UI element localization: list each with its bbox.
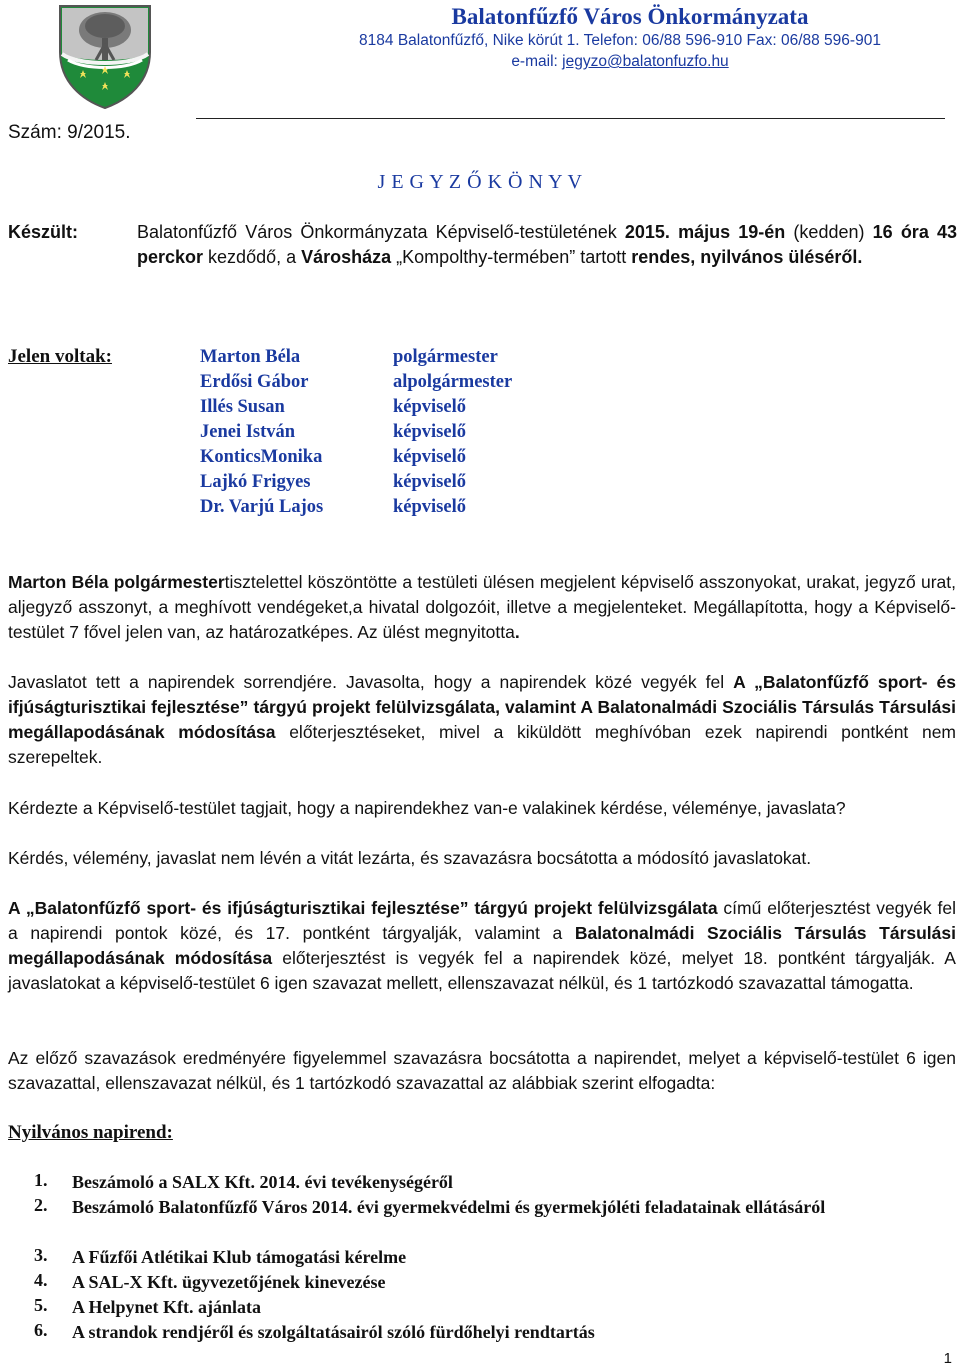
keszult-text: Balatonfűzfő Város Önkormányzata Képviselő-testületének 2015. május 19-én (kedden) 16 óra 43 perckor kezdődő, a Városháza „Kompolthy-termében” tartott rendes, nyilvános üléséről. bbox=[137, 222, 958, 267]
member-role: képviselő bbox=[393, 447, 466, 467]
member-name: Dr. Varjú Lajos bbox=[200, 497, 324, 517]
agenda-item: 6. A strandok rendjéről és szolgáltatásairól szóló fürdőhelyi rendtartás bbox=[34, 1320, 595, 1342]
member-role: alpolgármester bbox=[393, 372, 513, 392]
agenda-label: Nyilvános napirend: bbox=[8, 1122, 173, 1143]
org-name: Balatonfűzfő Város Önkormányzata bbox=[451, 4, 809, 29]
document-title: J E G Y Z Ő K Ö N Y V bbox=[377, 171, 583, 193]
member-role: képviselő bbox=[393, 472, 466, 492]
agenda-item: 3. A Fűzfői Atlétikai Klub támogatási kérelme bbox=[34, 1245, 407, 1267]
page-number: 1 bbox=[943, 1350, 952, 1367]
attendance-names bbox=[200, 345, 380, 520]
member-role: képviselő bbox=[393, 422, 466, 442]
agenda-list bbox=[0, 1170, 960, 1345]
header-divider bbox=[196, 118, 945, 119]
keszult-label: Készült: bbox=[8, 222, 79, 242]
paragraph-agenda-accepted: Az előző szavazások eredményére figyelemmel szavazásra bocsátotta a napirendet, melyet a képviselő-testület 6 igen szavazattal, ellenszavazat nélkül, és 1 tartózkodó szavazattal az alábbiak szerint elfogadta: bbox=[8, 1048, 956, 1093]
agenda-item: 2. Beszámoló Balatonfűzfő Város 2014. évi gyermekvédelmi és gyermekjóléti feladatainak ellátásáról bbox=[34, 1195, 826, 1217]
agenda-item: 1. Beszámoló a SALX Kft. 2014. évi tevékenységéről bbox=[34, 1170, 453, 1192]
paragraph-vote: Kérdés, vélemény, javaslat nem lévén a vitát lezárta, és szavazásra bocsátotta a módosító javaslatokat. bbox=[8, 848, 812, 868]
agenda-item: 4. A SAL-X Kft. ügyvezetőjének kinevezése bbox=[34, 1270, 386, 1292]
attendance-label: Jelen voltak: bbox=[8, 346, 112, 367]
member-name: Marton Béla bbox=[200, 347, 301, 367]
member-name: Jenei István bbox=[200, 422, 296, 442]
attendance-roles bbox=[393, 345, 613, 520]
paragraph-question: Kérdezte a Képviselő-testület tagjait, hogy a napirendekhez van-e valakinek kérdése, véleménye, javaslata? bbox=[8, 798, 846, 818]
paragraph-opening: Marton Béla polgármestertisztelettel köszöntötte a testületi ülésen megjelent képviselő asszonyokat, urakat, jegyző urat, aljegyző asszonyt, a meghívott vendégeket,a hivatal dolgozóit, illetve a megjelenteket. Megállapította, hogy a Képviselő-testület 7 fővel jelen van, az határozatképes. Az ülést megnyitotta. bbox=[8, 572, 956, 642]
member-role: képviselő bbox=[393, 497, 466, 517]
coat-of-arms-logo bbox=[58, 4, 152, 110]
email-link[interactable]: jegyzo@balatonfuzfo.hu bbox=[562, 53, 729, 70]
member-name: Erdősi Gábor bbox=[200, 372, 309, 392]
agenda-item: 5. A Helpynet Kft. ajánlata bbox=[34, 1295, 261, 1317]
email-prefix: e-mail: bbox=[511, 53, 563, 70]
paragraph-amendment: A „Balatonfűzfő sport- és ifjúságturisztikai fejlesztése” tárgyú projekt felülvizsgálata című előterjesztést vegyék fel a napirendi pontok közé, és 17. pontként tárgyalják, valamint a Balatonalmádi Szociális Társulás Társulási megállapodásának módosítása előterjesztést is vegyék fel a napirendek közé, melyet 18. pontként tárgyalják. A javaslatokat a képviselő-testület 6 igen szavazat mellett, ellenszavazat nélkül, és 1 tartózkodó szavazattal támogatta. bbox=[8, 898, 956, 993]
member-role: képviselő bbox=[393, 397, 466, 417]
member-role: polgármester bbox=[393, 347, 498, 367]
paragraph-proposal: Javaslatot tett a napirendek sorrendjére. Javasolta, hogy a napirendek közé vegyék fel A „Balatonfűzfő sport- és ifjúságturisztikai fejlesztése” tárgyú projekt felülvizsgálata, valamint A Balatonalmádi Szociális Társulás Társulási megállapodásának módosítása előterjesztéseket, mivel a kiküldött meghívóban ezek napirendi pontként nem szerepeltek. bbox=[8, 672, 956, 767]
org-email-line bbox=[280, 53, 960, 71]
member-name: Lajkó Frigyes bbox=[200, 472, 311, 492]
member-name: Illés Susan bbox=[200, 397, 285, 417]
org-address: 8184 Balatonfűzfő, Nike körút 1. Telefon: 06/88 596-910 Fax: 06/88 596-901 bbox=[359, 32, 881, 49]
document-number: Szám: 9/2015. bbox=[8, 122, 131, 143]
member-name: KonticsMonika bbox=[200, 447, 323, 467]
